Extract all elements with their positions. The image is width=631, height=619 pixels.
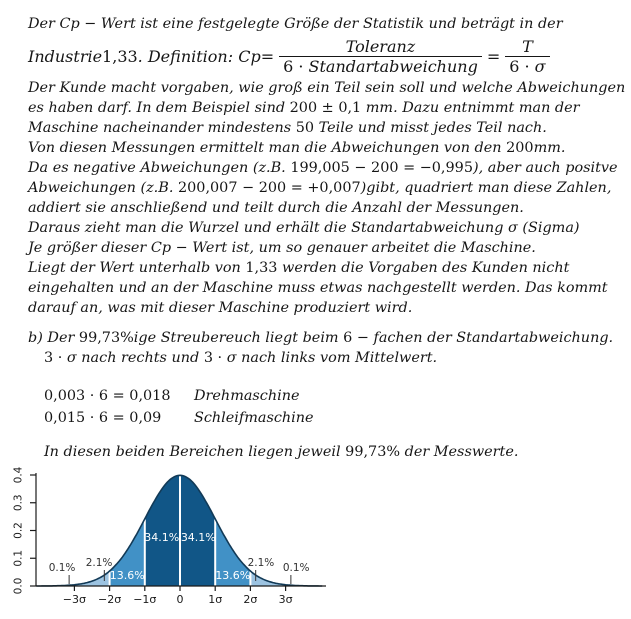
text-segment: mm. Dazu entnimmt man der — [365, 100, 580, 116]
text-segment: ige Streubereuch liegt beim — [133, 330, 344, 346]
text-segment: . Definition: Cp — [137, 46, 261, 66]
y-tick-label: 0.4 — [12, 466, 25, 484]
x-tick-label: 1σ — [208, 593, 223, 606]
band-label: 13.6% — [109, 569, 145, 582]
text-segment: σ nach links vom Mittelwert. — [226, 350, 438, 366]
text-line — [28, 138, 623, 158]
text-segment: Der Kunde macht vorgaben, wie groß ein Teil sein soll und welche Abweichungen — [28, 80, 626, 96]
band-label: 2.1% — [85, 557, 113, 569]
text-line — [28, 238, 623, 258]
text-segment: 0,015 · 6 = 0,09 — [44, 410, 162, 426]
text-segment: 50 — [295, 120, 319, 136]
band-label: 0.1% — [282, 562, 310, 574]
text-line — [44, 408, 623, 428]
text-line — [28, 278, 623, 298]
band-label: 34.1% — [144, 531, 180, 544]
x-tick-label: 3σ — [278, 593, 293, 606]
text-segment: Teile und misst jedes Teil nach. — [318, 120, 547, 136]
text-line — [28, 198, 623, 218]
text-segment: darauf an, was mit dieser Maschine produziert wird. — [28, 300, 413, 316]
normal-distribution-chart — [0, 459, 390, 615]
y-tick-label: 0.3 — [12, 494, 25, 512]
text-line — [28, 98, 623, 118]
bell-curve-svg — [0, 459, 390, 615]
text-segment: 1,33 — [245, 260, 283, 276]
text-segment: 0,003 · 6 = 0,018 — [44, 388, 171, 404]
text-segment: = — [260, 46, 275, 66]
text-segment: 200 — [506, 140, 534, 156]
text-line — [28, 328, 623, 348]
text-segment: T — [522, 36, 533, 56]
text-segment: 199,005 − 200 = −0,995 — [290, 160, 473, 176]
fraction-denominator — [505, 56, 549, 76]
x-tick-label: −2σ — [98, 593, 122, 606]
text-segment: σ — [534, 56, 546, 76]
text-segment: 200 ± 0,1 — [289, 100, 366, 116]
text-segment: der Messwerte. — [404, 444, 519, 460]
text-segment: 99,73% — [345, 444, 405, 460]
document-text — [28, 14, 626, 462]
text-segment: Toleranz — [345, 36, 416, 56]
text-segment: Drehmaschine — [194, 388, 300, 404]
text-segment: 6 · — [509, 56, 535, 76]
text-line — [28, 218, 623, 238]
fraction-numerator — [342, 37, 420, 56]
text-segment: σ nach rechts und — [66, 350, 204, 366]
text-segment: )gibt, quadriert man diese Zahlen, — [360, 180, 612, 196]
text-segment: 200,007 − 200 = +0,007 — [177, 180, 361, 196]
text-line — [28, 258, 623, 278]
equals-sign: = — [486, 46, 501, 66]
text-line — [28, 298, 623, 318]
text-line — [28, 78, 626, 98]
text-line — [44, 386, 623, 406]
text-line — [28, 118, 623, 138]
text-segment: b) Der — [28, 330, 79, 346]
fraction-numerator — [518, 37, 537, 56]
band-label: 2.1% — [247, 557, 275, 569]
text-segment: Da es negative Abweichungen (z.B. — [28, 160, 291, 176]
y-tick-label: 0.2 — [12, 522, 25, 539]
text-segment: addiert sie anschließend und teilt durch die Anzahl der Messungen. — [28, 200, 524, 216]
text-segment: Je größer dieser Cp − Wert ist, um so genauer arbeitet die Maschine. — [28, 240, 536, 256]
text-segment: mm. — [533, 140, 566, 156]
y-tick-label: 0.0 — [12, 577, 25, 595]
text-segment: ), aber auch positve — [472, 160, 618, 176]
text-segment: Abweichungen (z.B. — [28, 180, 178, 196]
text-segment: 6 · — [283, 56, 309, 76]
text-segment: Maschine nacheinander mindestens — [28, 120, 296, 136]
formula-line — [28, 34, 623, 78]
text-line — [28, 14, 623, 34]
fraction — [279, 37, 482, 76]
y-tick-label: 0.1 — [12, 549, 25, 567]
text-segment: Daraus zieht man die Wurzel und erhält die Standartabweichung σ (Sigma) — [28, 220, 580, 236]
band-label: 0.1% — [48, 562, 76, 574]
text-line — [28, 178, 623, 198]
fraction-denominator — [279, 56, 482, 76]
text-segment: 99,73% — [78, 330, 134, 346]
x-tick-label: 2σ — [243, 593, 258, 606]
band-label: 34.1% — [180, 531, 216, 544]
text-segment: fachen der Standartabweichung. — [373, 330, 614, 346]
text-segment: Industrie — [28, 46, 103, 66]
text-segment: Der Cp − Wert ist eine festgelegte Größe der Statistik und beträgt in der — [28, 16, 563, 32]
x-tick-label: −3σ — [62, 593, 86, 606]
text-line — [44, 348, 623, 368]
text-line — [28, 158, 623, 178]
band-label: 13.6% — [215, 569, 251, 582]
text-segment: 3 · — [44, 350, 67, 366]
text-segment: 3 · — [203, 350, 227, 366]
text-segment: Liegt der Wert unterhalb von — [28, 260, 246, 276]
text-segment: 1,33 — [102, 46, 138, 66]
text-segment: Standartabweichung — [308, 56, 478, 76]
text-segment: Schleifmaschine — [194, 410, 314, 426]
text-segment: es haben darf. In dem Beispiel sind — [28, 100, 290, 116]
fraction — [505, 37, 549, 76]
x-tick-label: −1σ — [133, 593, 157, 606]
text-segment: 6 − — [343, 330, 374, 346]
text-segment: eingehalten und an der Maschine muss etwas nachgestellt werden. Das kommt — [28, 280, 608, 296]
text-segment: Von diesen Messungen ermittelt man die Abweichungen von den — [28, 140, 507, 156]
x-tick-label: 0 — [176, 593, 184, 606]
text-segment: werden die Vorgaben des Kunden nicht — [282, 260, 570, 276]
text-segment: In diesen beiden Bereichen liegen jeweil — [44, 444, 346, 460]
